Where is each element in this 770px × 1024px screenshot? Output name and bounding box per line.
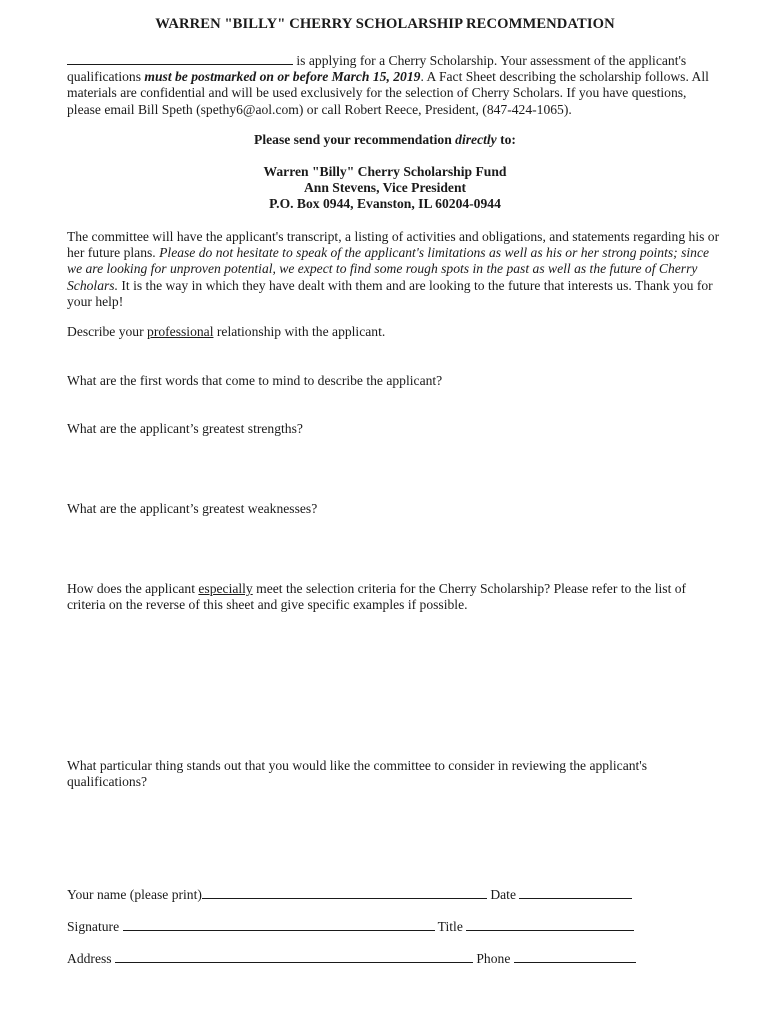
send-line-end: to:: [496, 132, 516, 147]
name-field[interactable]: [202, 886, 487, 899]
name-label: Your name (please print): [67, 887, 202, 902]
address-label: Address: [67, 951, 112, 966]
intro-text-a: is applying for a Cherry Scholarship. Your assessment of the applicant's qualifications: [67, 53, 687, 85]
address-line-fund: Warren "Billy" Cherry Scholarship Fund: [263, 164, 507, 179]
phone-field[interactable]: [514, 950, 636, 963]
mailing-address: [0, 164, 770, 213]
deadline-text: must be postmarked on or before March 15, 2019: [144, 69, 421, 85]
title-field[interactable]: [466, 918, 634, 931]
form-title: WARREN "BILLY" CHERRY SCHOLARSHIP RECOMMENDATION: [155, 16, 615, 32]
send-instruction: [0, 132, 770, 148]
committee-text-b: It is the way in which they have dealt with them and are looking to the future that interests us. Thank you for your help!: [67, 277, 713, 309]
send-line-emphasis: directly: [455, 132, 497, 147]
address-field[interactable]: [115, 950, 473, 963]
address-line-contact: Ann Stevens, Vice President: [303, 180, 467, 196]
question-weaknesses: What are the applicant’s greatest weaknesses?: [67, 501, 318, 516]
phone-label: Phone: [476, 951, 511, 966]
committee-text-a: The committee will have the applicant's transcript, a listing of activities and obligations, and statements regarding his or her future plans.: [67, 229, 720, 261]
question-criteria-text-a: How does the applicant: [67, 581, 199, 596]
send-line-text: Please send your recommendation: [254, 132, 456, 147]
date-label: Date: [490, 887, 516, 902]
question-criteria-underlined: especially: [198, 581, 253, 596]
address-phone-row: [67, 950, 707, 967]
question-relationship-text-b: relationship with the applicant.: [213, 324, 386, 339]
signature-title-row: [67, 918, 707, 935]
question-strengths: What are the applicant’s greatest strengths?: [67, 421, 303, 436]
title-label: Title: [437, 919, 463, 934]
signature-field[interactable]: [123, 918, 435, 931]
question-stands-out: What particular thing stands out that you would like the committee to consider in reviewing the applicant's qualifications?: [67, 758, 648, 790]
question-selection-criteria: [67, 581, 727, 613]
intro-text-b: . A Fact Sheet describing the scholarship follows. All materials are confidential and will be used exclusively for the selection of Cherry Scholars. If you have questions, please email Bill Speth (spethy6@aol.com) or call Robert Reece, President, (847-424-1065).: [67, 69, 709, 117]
question-relationship-text-a: Describe your: [67, 324, 148, 339]
name-date-row: [67, 886, 707, 903]
committee-paragraph: [67, 229, 722, 310]
question-relationship: [67, 324, 727, 340]
intro-paragraph: [67, 52, 722, 118]
question-relationship-underlined: professional: [147, 324, 214, 339]
address-line-po-box: P.O. Box 0944, Evanston, IL 60204-0944: [269, 196, 501, 212]
signature-label: Signature: [67, 919, 120, 934]
applicant-name-blank[interactable]: [67, 52, 293, 65]
question-first-words: What are the first words that come to mind to describe the applicant?: [67, 373, 443, 388]
committee-text-italic: Please do not hesitate to speak of the applicant's limitations as well as his or her strong points; since we are looking for unproven potential, we expect to find some rough spots in the past as well as the future of Cherry Scholars.: [67, 245, 710, 293]
question-criteria-text-b: meet the selection criteria for the Cherry Scholarship? Please refer to the list of criteria on the reverse of this sheet and give specific examples if possible.: [67, 581, 687, 613]
date-field[interactable]: [519, 886, 632, 899]
